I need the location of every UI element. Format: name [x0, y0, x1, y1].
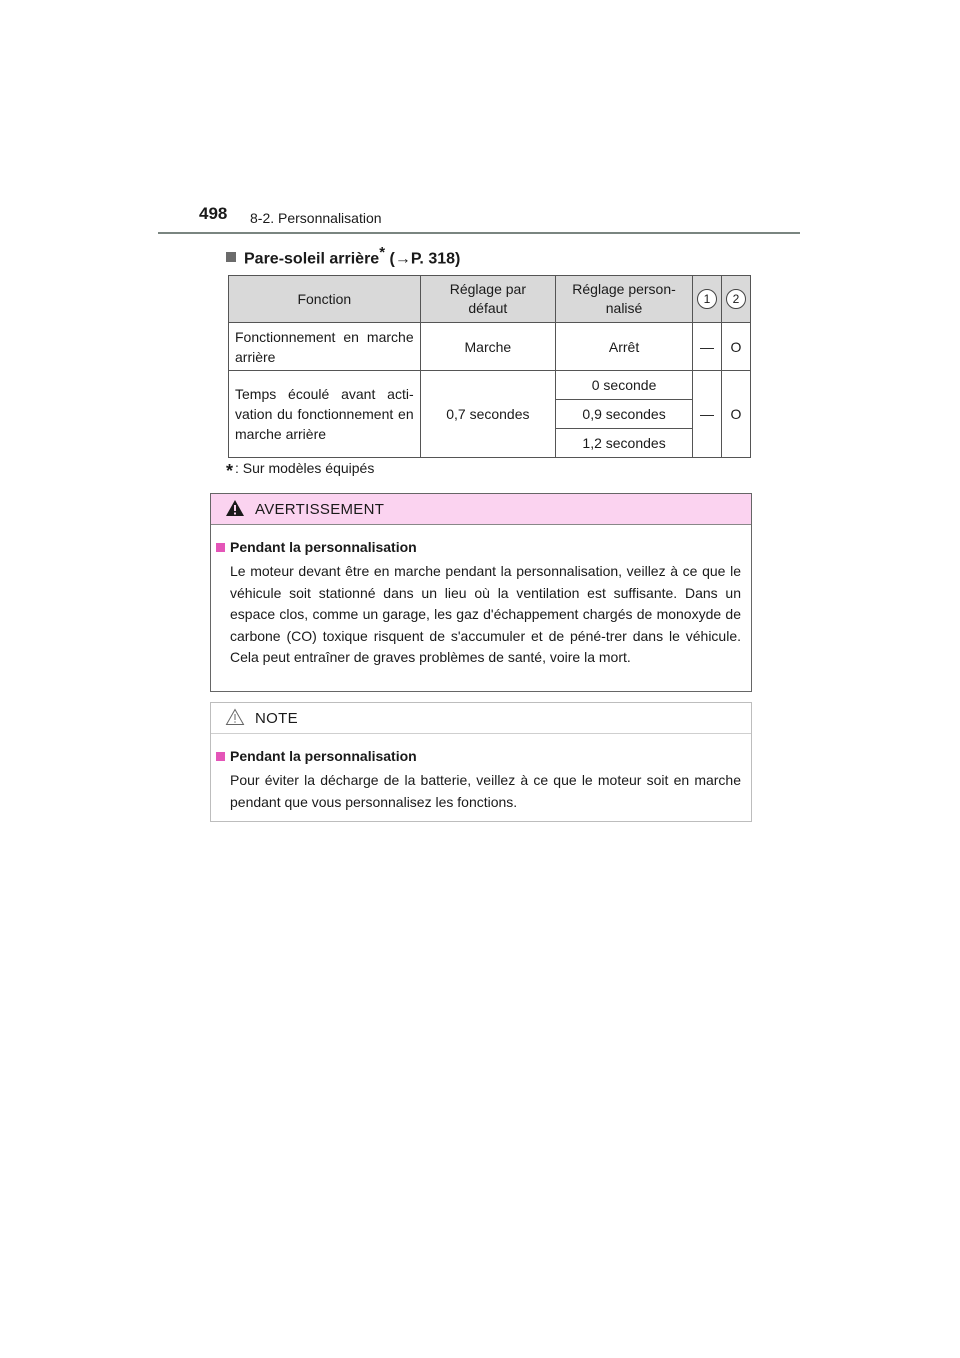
bullet-square-icon	[216, 752, 225, 761]
warning-triangle-icon	[225, 499, 245, 517]
footnote-mark: *	[226, 461, 234, 481]
row2-default: 0,7 secondes	[420, 371, 556, 458]
row2-col1: —	[692, 371, 721, 458]
header-col2	[721, 276, 750, 323]
row1-function: Fonctionnement en marche arrière	[229, 323, 421, 371]
header-custom	[556, 276, 693, 323]
row2-custom-3: 1,2 secondes	[556, 429, 693, 458]
circled-2-icon: 2	[726, 289, 746, 309]
page-header	[158, 200, 800, 232]
customization-table	[228, 275, 751, 458]
header-custom-text: Réglage person-nalisé	[572, 281, 676, 316]
warning-header	[211, 494, 751, 525]
row2-custom-1: 0 seconde	[556, 371, 693, 400]
warning-label: AVERTISSEMENT	[255, 501, 385, 518]
section-title	[226, 244, 460, 268]
row1-col1: —	[692, 323, 721, 371]
footnote	[226, 460, 374, 482]
row2-custom-2: 0,9 secondes	[556, 400, 693, 429]
page-number: 498	[199, 204, 228, 223]
table-header-row	[229, 276, 751, 323]
note-header	[211, 703, 751, 734]
row1-default: Marche	[420, 323, 556, 371]
row1-col2: O	[721, 323, 750, 371]
bullet-square-icon	[216, 543, 225, 552]
warning-subtitle	[216, 539, 751, 555]
note-label: NOTE	[255, 710, 298, 727]
note-box	[210, 702, 752, 822]
warning-box	[210, 493, 752, 692]
warning-subtitle-text: Pendant la personnalisation	[230, 539, 417, 555]
row2-function: Temps écoulé avant acti-vation du fonctionnement en marche arrière	[229, 371, 421, 458]
caution-triangle-icon	[225, 708, 245, 726]
row2-col2: O	[721, 371, 750, 458]
header-function: Fonction	[229, 276, 421, 323]
header-col1	[692, 276, 721, 323]
row1-custom: Arrêt	[556, 323, 693, 371]
note-text: Pour éviter la décharge de la batterie, veillez à ce que le moteur soit en marche pendant que vous personnalisez les fonctions.	[230, 772, 741, 810]
section-asterisk: *	[379, 244, 386, 261]
note-subtitle	[216, 748, 751, 764]
note-subtitle-text: Pendant la personnalisation	[230, 748, 417, 764]
header-rule	[158, 232, 800, 234]
circled-1-icon: 1	[697, 289, 717, 309]
header-default	[420, 276, 556, 323]
warning-text: Le moteur devant être en marche pendant la personnalisation, veillez à ce que le véhicule soit stationné dans un lieu où la ventilation est suffisante. Dans un espace clos, comme un garage, les gaz d'échappement chargés de monoxyde de carbone (CO) toxique risquent de s'accumuler et de péné-trer dans le véhicule. Cela peut entraîner de graves problèmes de santé, voire la mort.	[230, 563, 741, 665]
section-reference: (→P. 318)	[385, 250, 461, 268]
section-title-text: Pare-soleil arrière	[244, 250, 380, 268]
chapter-title: 8-2. Personnalisation	[250, 210, 382, 226]
section-square-icon	[226, 252, 236, 262]
header-default-text: Réglage par défaut	[449, 281, 526, 316]
table-row	[229, 323, 751, 371]
table-row	[229, 371, 751, 400]
footnote-text: : Sur modèles équipés	[235, 460, 375, 476]
